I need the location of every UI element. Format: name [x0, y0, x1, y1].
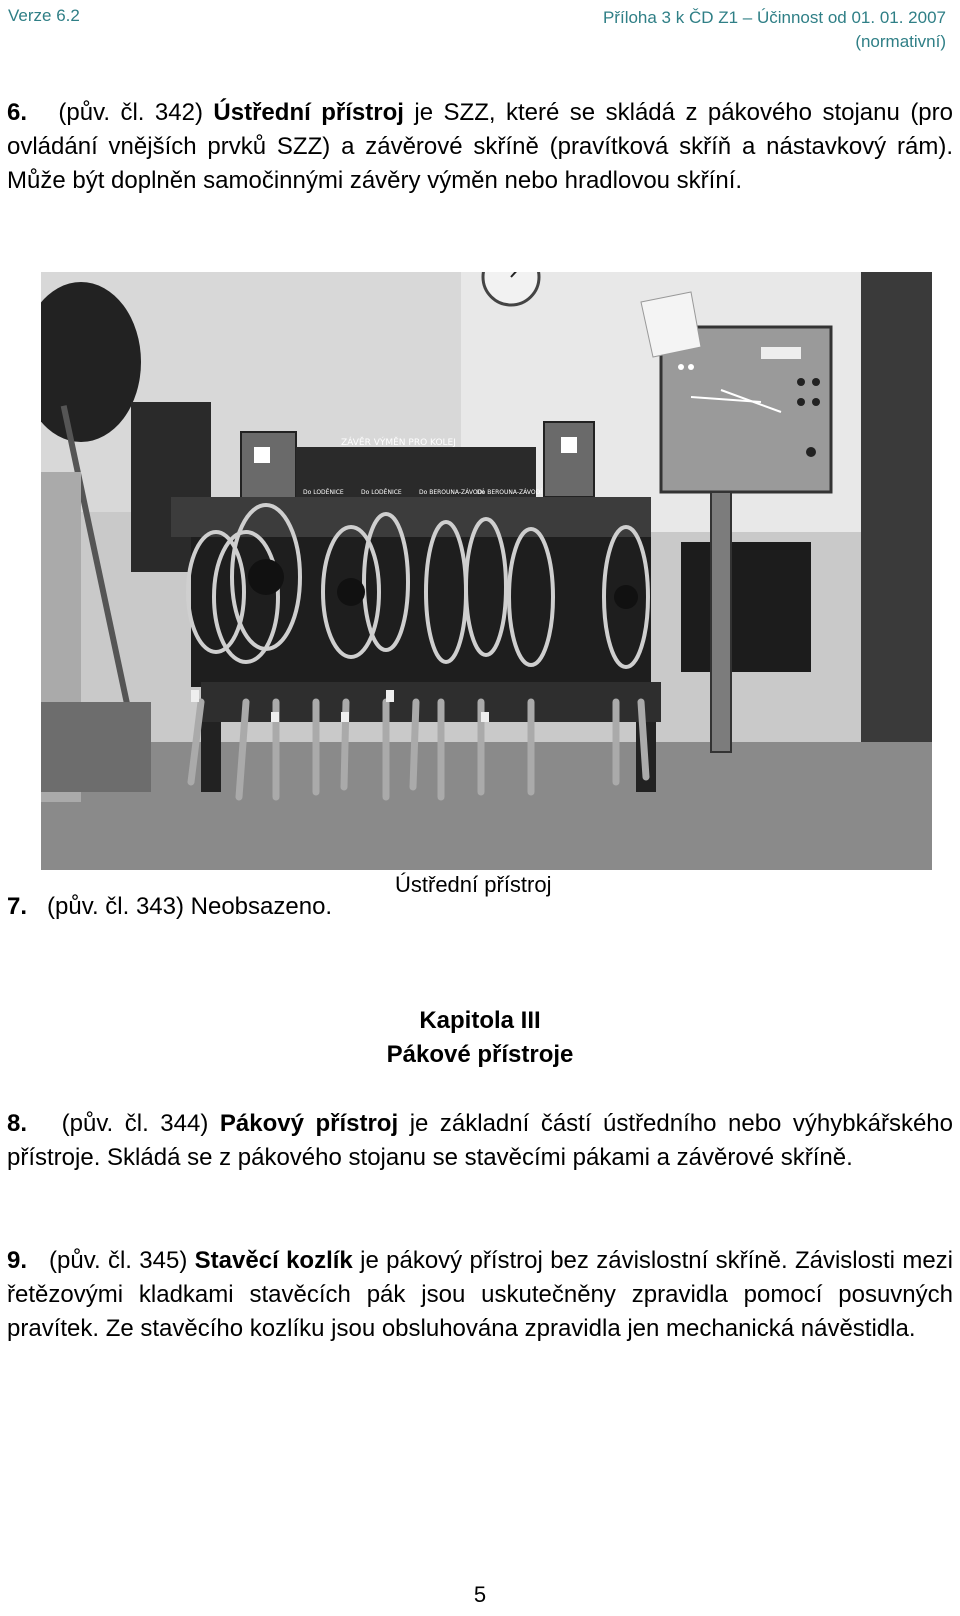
- header-attachment: Příloha 3 k ČD Z1 – Účinnost od 01. 01. 2007: [602, 8, 946, 27]
- paragraph-6: [7, 96, 953, 198]
- paragraph-8: [7, 1107, 953, 1175]
- paragraph-text: je základní částí ústředního nebo výhybkářského přístroje. Skládá se z pákového stojanu se stavěcími pákami a závěrové skříně.: [7, 1110, 954, 1171]
- paragraph-reference: (pův. čl. 345): [49, 1247, 188, 1274]
- photo-central-apparatus: [41, 272, 932, 870]
- paragraph-term: Ústřední přístroj: [213, 99, 404, 126]
- page-number: 5: [473, 1582, 487, 1607]
- paragraph-text: je pákový přístroj bez závislostní skříně. Závislosti mezi řetězovými kladkami stavěcích pák jsou uskutečněny zpravidla pomocí posuvných pravítek. Ze stavěcího kozlíku jsou obsluhována zpravidla jen mechanická návěstidla.: [7, 1247, 953, 1342]
- paragraph-number: 6.: [7, 99, 28, 126]
- header-attachment-info: [603, 6, 946, 54]
- paragraph-term: Stavěcí kozlík: [194, 1247, 353, 1274]
- chapter-title: Kapitola III: [419, 1007, 541, 1034]
- header-normative: (normativní): [855, 32, 946, 51]
- paragraph-reference: (pův. čl. 344): [61, 1110, 209, 1137]
- paragraph-text: je SZZ, které se skládá z pákového stojanu (pro ovládání vnějších prvků SZZ) a závěrové skříně (pravítková skříň a nástavkový rám). Může být doplněn samočinnými závěry výměn nebo hradlovou skříní.: [7, 99, 953, 194]
- paragraph-number: 8.: [7, 1110, 28, 1137]
- paragraph-number: 7.: [7, 893, 28, 920]
- chapter-subtitle: Pákové přístroje: [386, 1041, 574, 1068]
- panel-label: Do BEROUNA-ZÁVODÍ: [419, 489, 484, 496]
- sign-text: ZÁVĚR VÝMĚN PRO KOLEJ: [341, 438, 456, 448]
- paragraph-7: [7, 890, 953, 924]
- paragraph-text: (pův. čl. 343) Neobsazeno.: [47, 893, 333, 920]
- panel-label: Do LODĚNICE: [361, 489, 402, 496]
- panel-label: Do BEROUNA-ZÁVODÍ: [477, 489, 542, 496]
- paragraph-reference: (pův. čl. 342): [58, 99, 203, 126]
- paragraph-9: [7, 1244, 953, 1346]
- header-version: Verze 6.2: [8, 6, 80, 25]
- paragraph-term: Pákový přístroj: [219, 1110, 399, 1137]
- paragraph-number: 9.: [7, 1247, 28, 1274]
- panel-label: Do LODĚNICE: [303, 489, 344, 496]
- photo-caption: Ústřední přístroj: [395, 872, 552, 897]
- lever-frame-photo: [41, 272, 932, 870]
